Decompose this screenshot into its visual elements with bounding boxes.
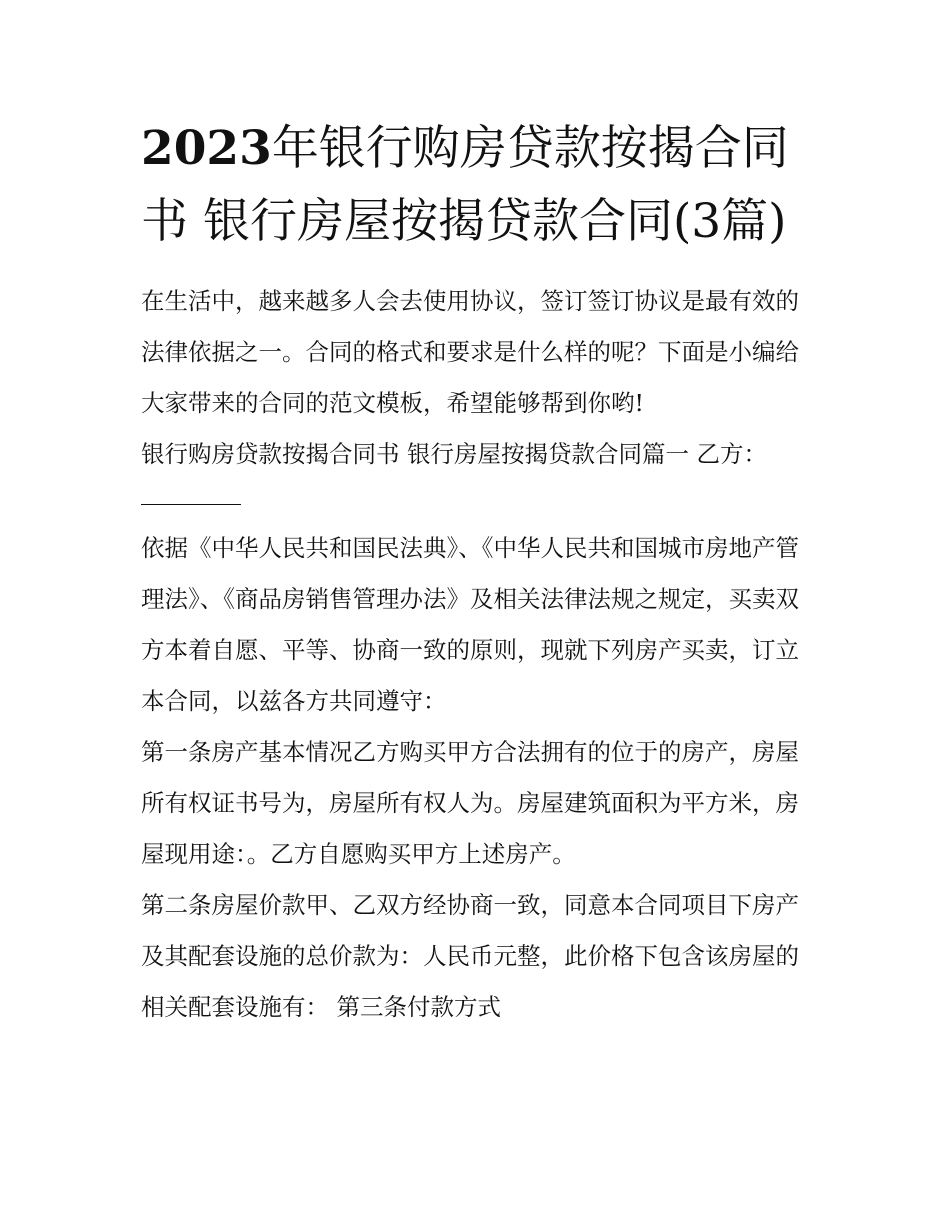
intro-paragraph: 在生活中，越来越多人会去使用协议，签订签订协议是最有效的法律依据之一。合同的格式和要求是什么样的呢？下面是小编给大家带来的合同的范文模板，希望能够帮到你哟! [141, 287, 799, 417]
article-1-paragraph: 第一条房产基本情况乙方购买甲方合法拥有的位于的房产，房屋所有权证书号为，房屋所有权人为。房屋建筑面积为平方米，房屋现用途：。乙方自愿购买甲方上述房产。 [141, 738, 799, 868]
article-2-paragraph: 第二条房屋价款甲、乙双方经协商一致，同意本合同项目下房产及其配套设施的总价款为：人民币元整，此价格下包含该房屋的相关配套设施有： 第三条付款方式 [141, 891, 799, 1021]
section-heading: 银行购房贷款按揭合同书 银行房屋按揭贷款合同篇一 乙方： [141, 440, 767, 468]
document-page [141, 112, 821, 1033]
party-b-blank-line [141, 480, 241, 505]
title-year: 2023 [141, 121, 272, 176]
document-title [141, 112, 821, 258]
basis-paragraph: 依据《中华人民共和国民法典》、《中华人民共和国城市房地产管理法》、《商品房销售管理办法》及相关法律法规之规定，买卖双方本着自愿、平等、协商一致的原则，现就下列房产买卖，订立本合同，以兹各方共同遵守： [141, 534, 799, 715]
title-text: 年银行购房贷款按揭合同书 银行房屋按揭贷款合同(3篇) [141, 121, 789, 249]
